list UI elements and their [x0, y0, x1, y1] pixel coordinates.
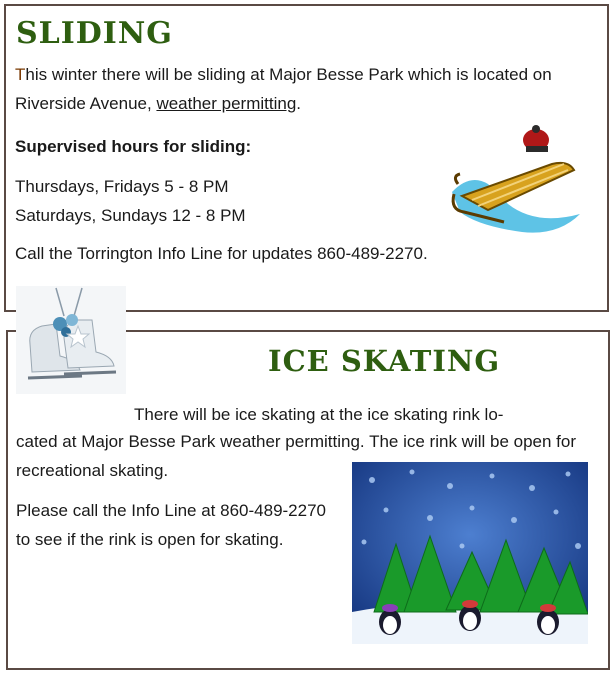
intro-end: . [296, 94, 302, 113]
hours-line-weekday: Thursdays, Fridays 5 - 8 PM [15, 177, 229, 196]
intro-text: his winter there will be sliding at Major Besse Park which is located on Riverside Avenue, [15, 65, 552, 113]
skating-para2: Please call the Info Line at 860-489-2270 to see if the rink is open for skating. [16, 501, 327, 549]
intro-first-letter: T [15, 65, 26, 84]
skating-para1-rest: cated at Major Besse Park weather permitting. The ice rink will be open for recreational skating. [16, 432, 577, 480]
sliding-title: SLIDING [16, 16, 173, 51]
hours-line-weekend: Saturdays, Sundays 12 - 8 PM [15, 206, 246, 225]
ice-skating-title: ICE SKATING [268, 344, 501, 378]
ice-skates-photo-icon [16, 286, 126, 394]
skating-para1-line1: There will be ice skating at the ice skating rink lo- [134, 405, 504, 424]
hours-heading: Supervised hours for sliding: [15, 137, 252, 156]
hours-list [15, 172, 246, 230]
sled-clipart-icon [448, 118, 588, 238]
winter-trees-penguins-icon [352, 462, 588, 644]
sliding-intro [15, 60, 575, 118]
weather-permitting-link[interactable]: weather permitting [156, 94, 297, 113]
info-line-text: Call the Torrington Info Line for updates 860-489-2270. [15, 244, 428, 263]
